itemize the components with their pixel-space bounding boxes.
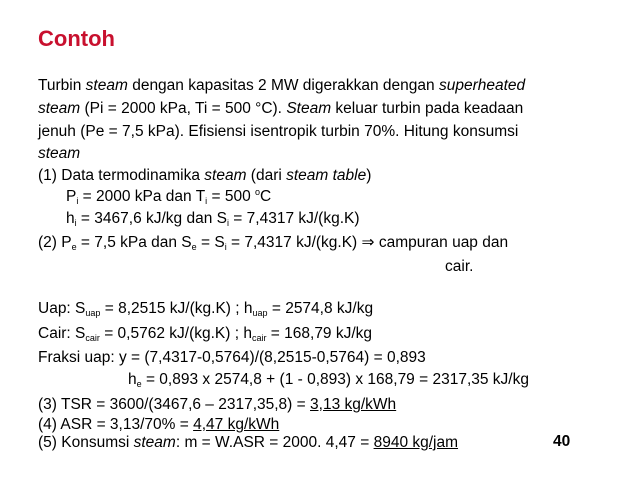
cair-line — [38, 324, 372, 343]
step1-pressure-temperature — [66, 187, 271, 206]
text: Cair: S — [38, 325, 86, 342]
text: = 7,4317 kJ/(kg.K) — [226, 234, 362, 251]
subscript: i — [205, 196, 208, 206]
text-italic: steam — [133, 434, 176, 451]
asr-result: 4,47 kg/kWh — [193, 416, 280, 433]
text: campuran uap dan — [374, 234, 509, 251]
text: = 8,2515 kJ/(kg.K) ; h — [100, 300, 253, 317]
subscript: i — [227, 218, 229, 228]
text: (2) P — [38, 234, 72, 251]
text: h — [128, 371, 137, 388]
text: (4) ASR = 3,13/70% = — [38, 416, 194, 433]
subscript: uap — [85, 308, 101, 318]
text: keluar turbin pada keadaan — [331, 100, 524, 117]
superscript: o — [255, 187, 261, 197]
subscript: e — [71, 242, 77, 252]
step5-line — [38, 433, 458, 452]
text: = 7,5 kPa dan S — [76, 234, 192, 251]
subscript: e — [191, 242, 197, 252]
subscript: i — [74, 218, 77, 228]
step2-cair: cair. — [445, 258, 474, 275]
step4-line — [38, 415, 279, 434]
step1-heading — [38, 166, 371, 185]
text: (1) Data termodinamika — [38, 167, 205, 184]
subscript: uap — [252, 308, 268, 318]
text: = 0,893 x 2574,8 + (1 - 0,893) x 168,79 = 2317,35 kJ/kg — [141, 371, 529, 388]
text-italic: steam — [204, 167, 247, 184]
text: = 500 — [207, 188, 256, 205]
tsr-result: 3,13 kg/kWh — [310, 396, 397, 413]
problem-line-2 — [38, 99, 523, 118]
step2-line — [38, 233, 508, 252]
text: ) — [366, 167, 372, 184]
text: (Pi = 2000 kPa, Ti = 500 °C). — [80, 100, 287, 117]
text: (5) Konsumsi — [38, 434, 134, 451]
steam-consumption-result: 8940 kg/jam — [373, 434, 459, 451]
page-number: 40 — [553, 433, 571, 450]
text: (3) TSR = 3600/(3467,6 – 2317,35,8) = — [38, 396, 311, 413]
text: (dari — [246, 167, 287, 184]
fraksi-uap-line: Fraksi uap: y = (7,4317-0,5764)/(8,2515-0,5764) = 0,893 — [38, 349, 426, 366]
text: h — [66, 210, 75, 227]
subscript: cair — [251, 333, 267, 343]
text-italic: steam table — [286, 167, 367, 184]
text: = S — [196, 234, 225, 251]
problem-line-3: jenuh (Pe = 7,5 kPa). Efisiensi isentropik turbin 70%. Hitung konsumsi — [38, 123, 519, 140]
text-italic: superheated — [438, 77, 526, 94]
text: = 7,4317 kJ/(kg.K) — [229, 210, 360, 227]
step3-line — [38, 395, 396, 414]
text: P — [66, 188, 77, 205]
slide-title: Contoh — [38, 26, 115, 51]
text: Turbin — [38, 77, 86, 94]
problem-line-1 — [38, 76, 525, 95]
text-italic: Steam — [286, 100, 332, 117]
subscript: e — [136, 379, 142, 389]
implies-arrow-icon: ⇒ — [361, 234, 375, 251]
text: = 2000 kPa dan T — [78, 188, 206, 205]
step1-enthalpy-entropy — [66, 209, 360, 228]
text-italic: steam — [38, 100, 81, 117]
text: dengan kapasitas 2 MW digerakkan dengan — [127, 77, 439, 94]
subscript: i — [224, 242, 227, 252]
problem-line-4 — [38, 144, 80, 163]
subscript: cair — [85, 333, 100, 343]
text: = 2574,8 kJ/kg — [267, 300, 374, 317]
text: = 3467,6 kJ/kg dan S — [76, 210, 227, 227]
text: = 0,5762 kJ/(kg.K) ; h — [99, 325, 252, 342]
text: = 168,79 kJ/kg — [266, 325, 373, 342]
text-italic: steam — [38, 145, 81, 162]
text-italic: steam — [85, 77, 128, 94]
text: : m = W.ASR = 2000. 4,47 = — [175, 434, 374, 451]
text: C — [260, 188, 272, 205]
subscript: i — [76, 196, 79, 206]
he-line — [128, 370, 529, 389]
uap-line — [38, 299, 373, 318]
text: Uap: S — [38, 300, 86, 317]
